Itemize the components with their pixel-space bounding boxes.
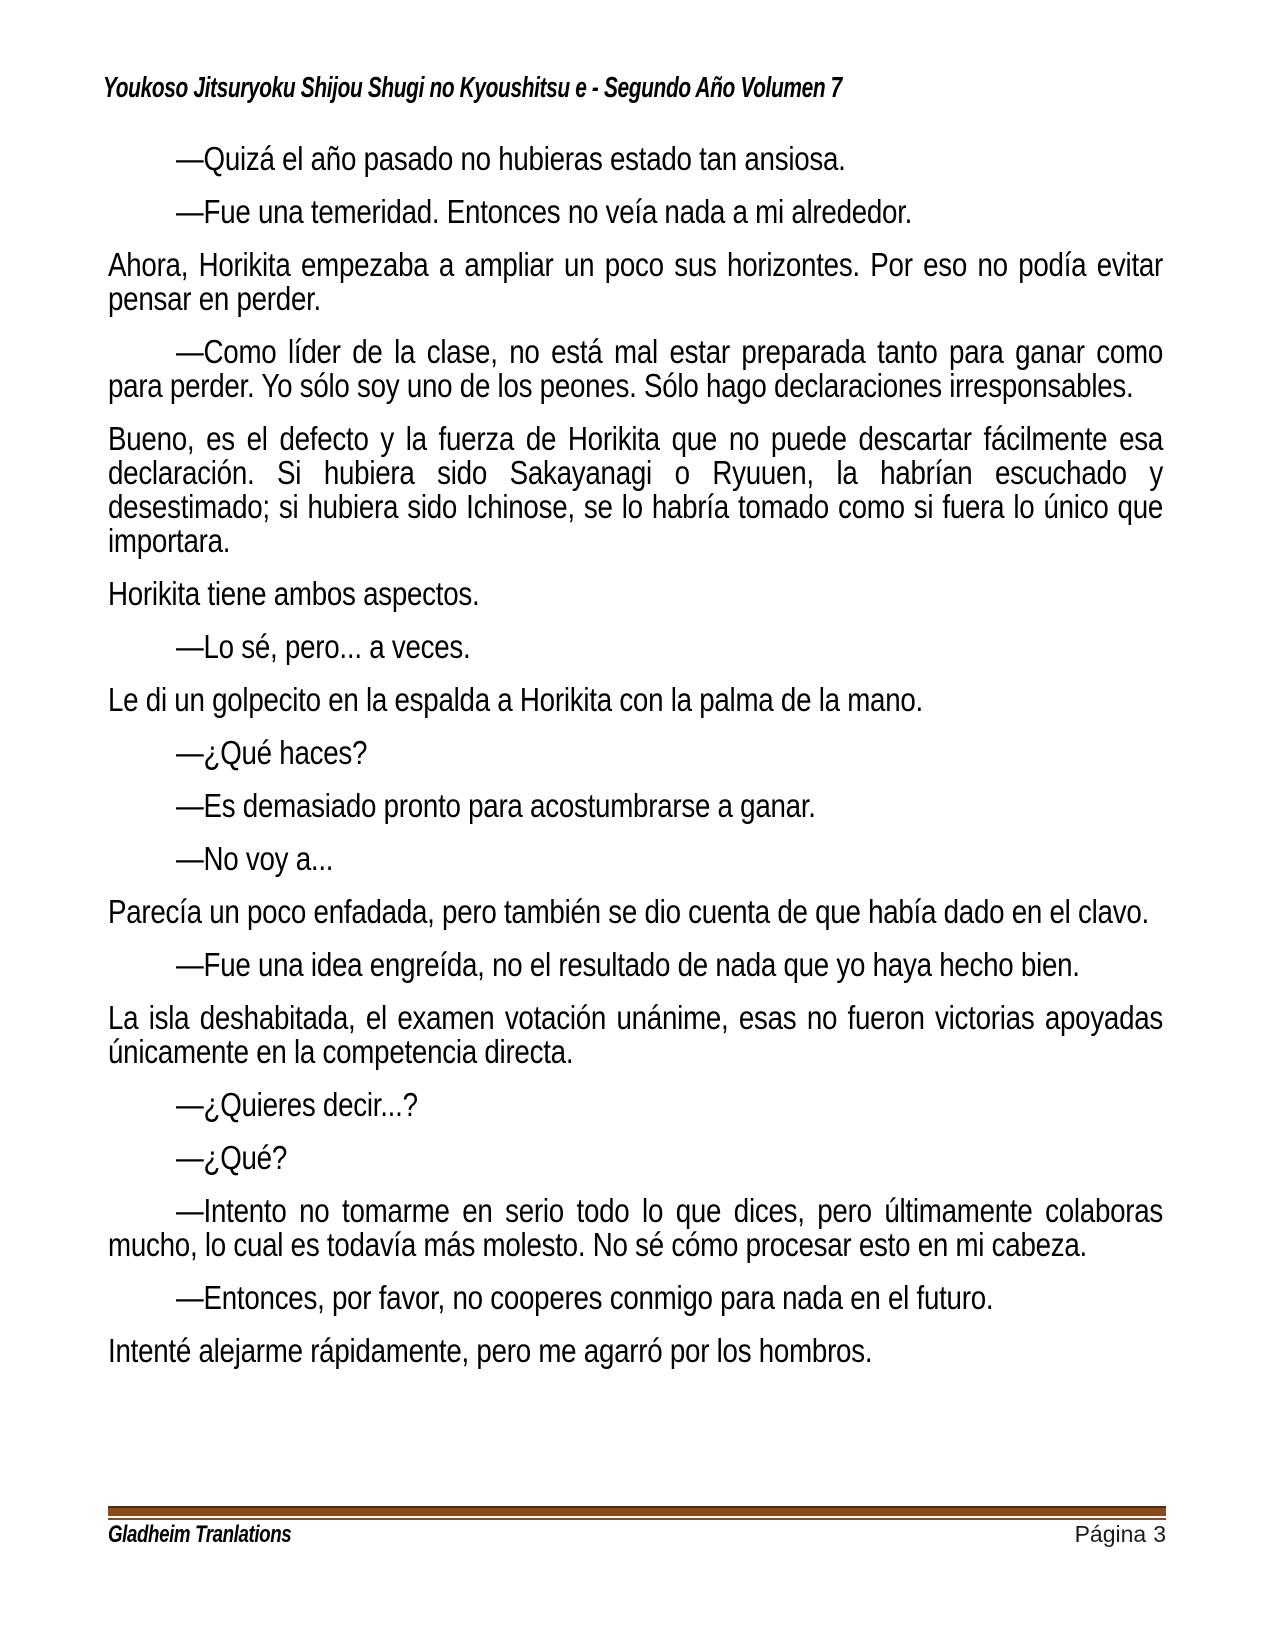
paragraph: Intenté alejarme rápidamente, pero me agarró por los hombros.: [108, 1332, 873, 1369]
paragraph: Horikita tiene ambos aspectos.: [108, 575, 480, 612]
paragraph: —Fue una idea engreída, no el resultado de nada que yo haya hecho bien.: [176, 946, 1080, 983]
page-title: Youkoso Jitsuryoku Shijou Shugi no Kyoushitsu e - Segundo Año Volumen 7: [103, 72, 842, 104]
paragraph: Ahora, Horikita empezaba a ampliar un poco sus horizontes. Por eso no podía evitar pensar en perder.: [108, 246, 1164, 317]
paragraph: —Es demasiado pronto para acostumbrarse a ganar.: [176, 787, 816, 824]
paragraph: —Entonces, por favor, no cooperes conmigo para nada en el futuro.: [176, 1279, 994, 1316]
paragraph: Le di un golpecito en la espalda a Horikita con la palma de la mano.: [108, 681, 923, 718]
page-footer: [108, 1521, 1166, 1549]
page-number-value: 3: [1153, 1521, 1166, 1547]
paragraph: —Fue una temeridad. Entonces no veía nada a mi alrededor.: [176, 193, 913, 230]
paragraph: La isla deshabitada, el examen votación unánime, esas no fueron victorias apoyadas únicamente en la competencia directa.: [108, 999, 1164, 1070]
paragraph: —Como líder de la clase, no está mal estar preparada tanto para ganar como para perder. Yo sólo soy uno de los peones. Sólo hago declaraciones irresponsables.: [108, 333, 1164, 404]
page-number-label: Página: [1074, 1521, 1147, 1547]
footer-rule: [108, 1506, 1166, 1520]
page-number: [1075, 1521, 1166, 1548]
paragraph: —¿Qué haces?: [176, 734, 368, 771]
paragraph: —Quizá el año pasado no hubieras estado tan ansiosa.: [176, 140, 846, 177]
paragraph: —No voy a...: [176, 840, 334, 877]
paragraph: —Lo sé, pero... a veces.: [176, 628, 471, 665]
paragraph: Parecía un poco enfadada, pero también se dio cuenta de que había dado en el clavo.: [108, 893, 1149, 930]
paragraph: —¿Quieres decir...?: [176, 1086, 418, 1123]
footer-rule-bar: [108, 1506, 1166, 1516]
paragraph: —¿Qué?: [176, 1139, 287, 1176]
body-text: [108, 142, 1163, 1387]
paragraph: —Intento no tomarme en serio todo lo que dices, pero últimamente colaboras mucho, lo cual es todavía más molesto. No sé cómo procesar esto en mi cabeza.: [108, 1192, 1164, 1263]
translator-credit: Gladheim Tranlations: [108, 1521, 292, 1548]
paragraph: Bueno, es el defecto y la fuerza de Horikita que no puede descartar fácilmente esa declaración. Si hubiera sido Sakayanagi o Ryuuen, la habrían escuchado y desestimado; si hubiera sido Ichinose, se lo habría tomado como si fuera lo único que importara.: [108, 420, 1164, 559]
